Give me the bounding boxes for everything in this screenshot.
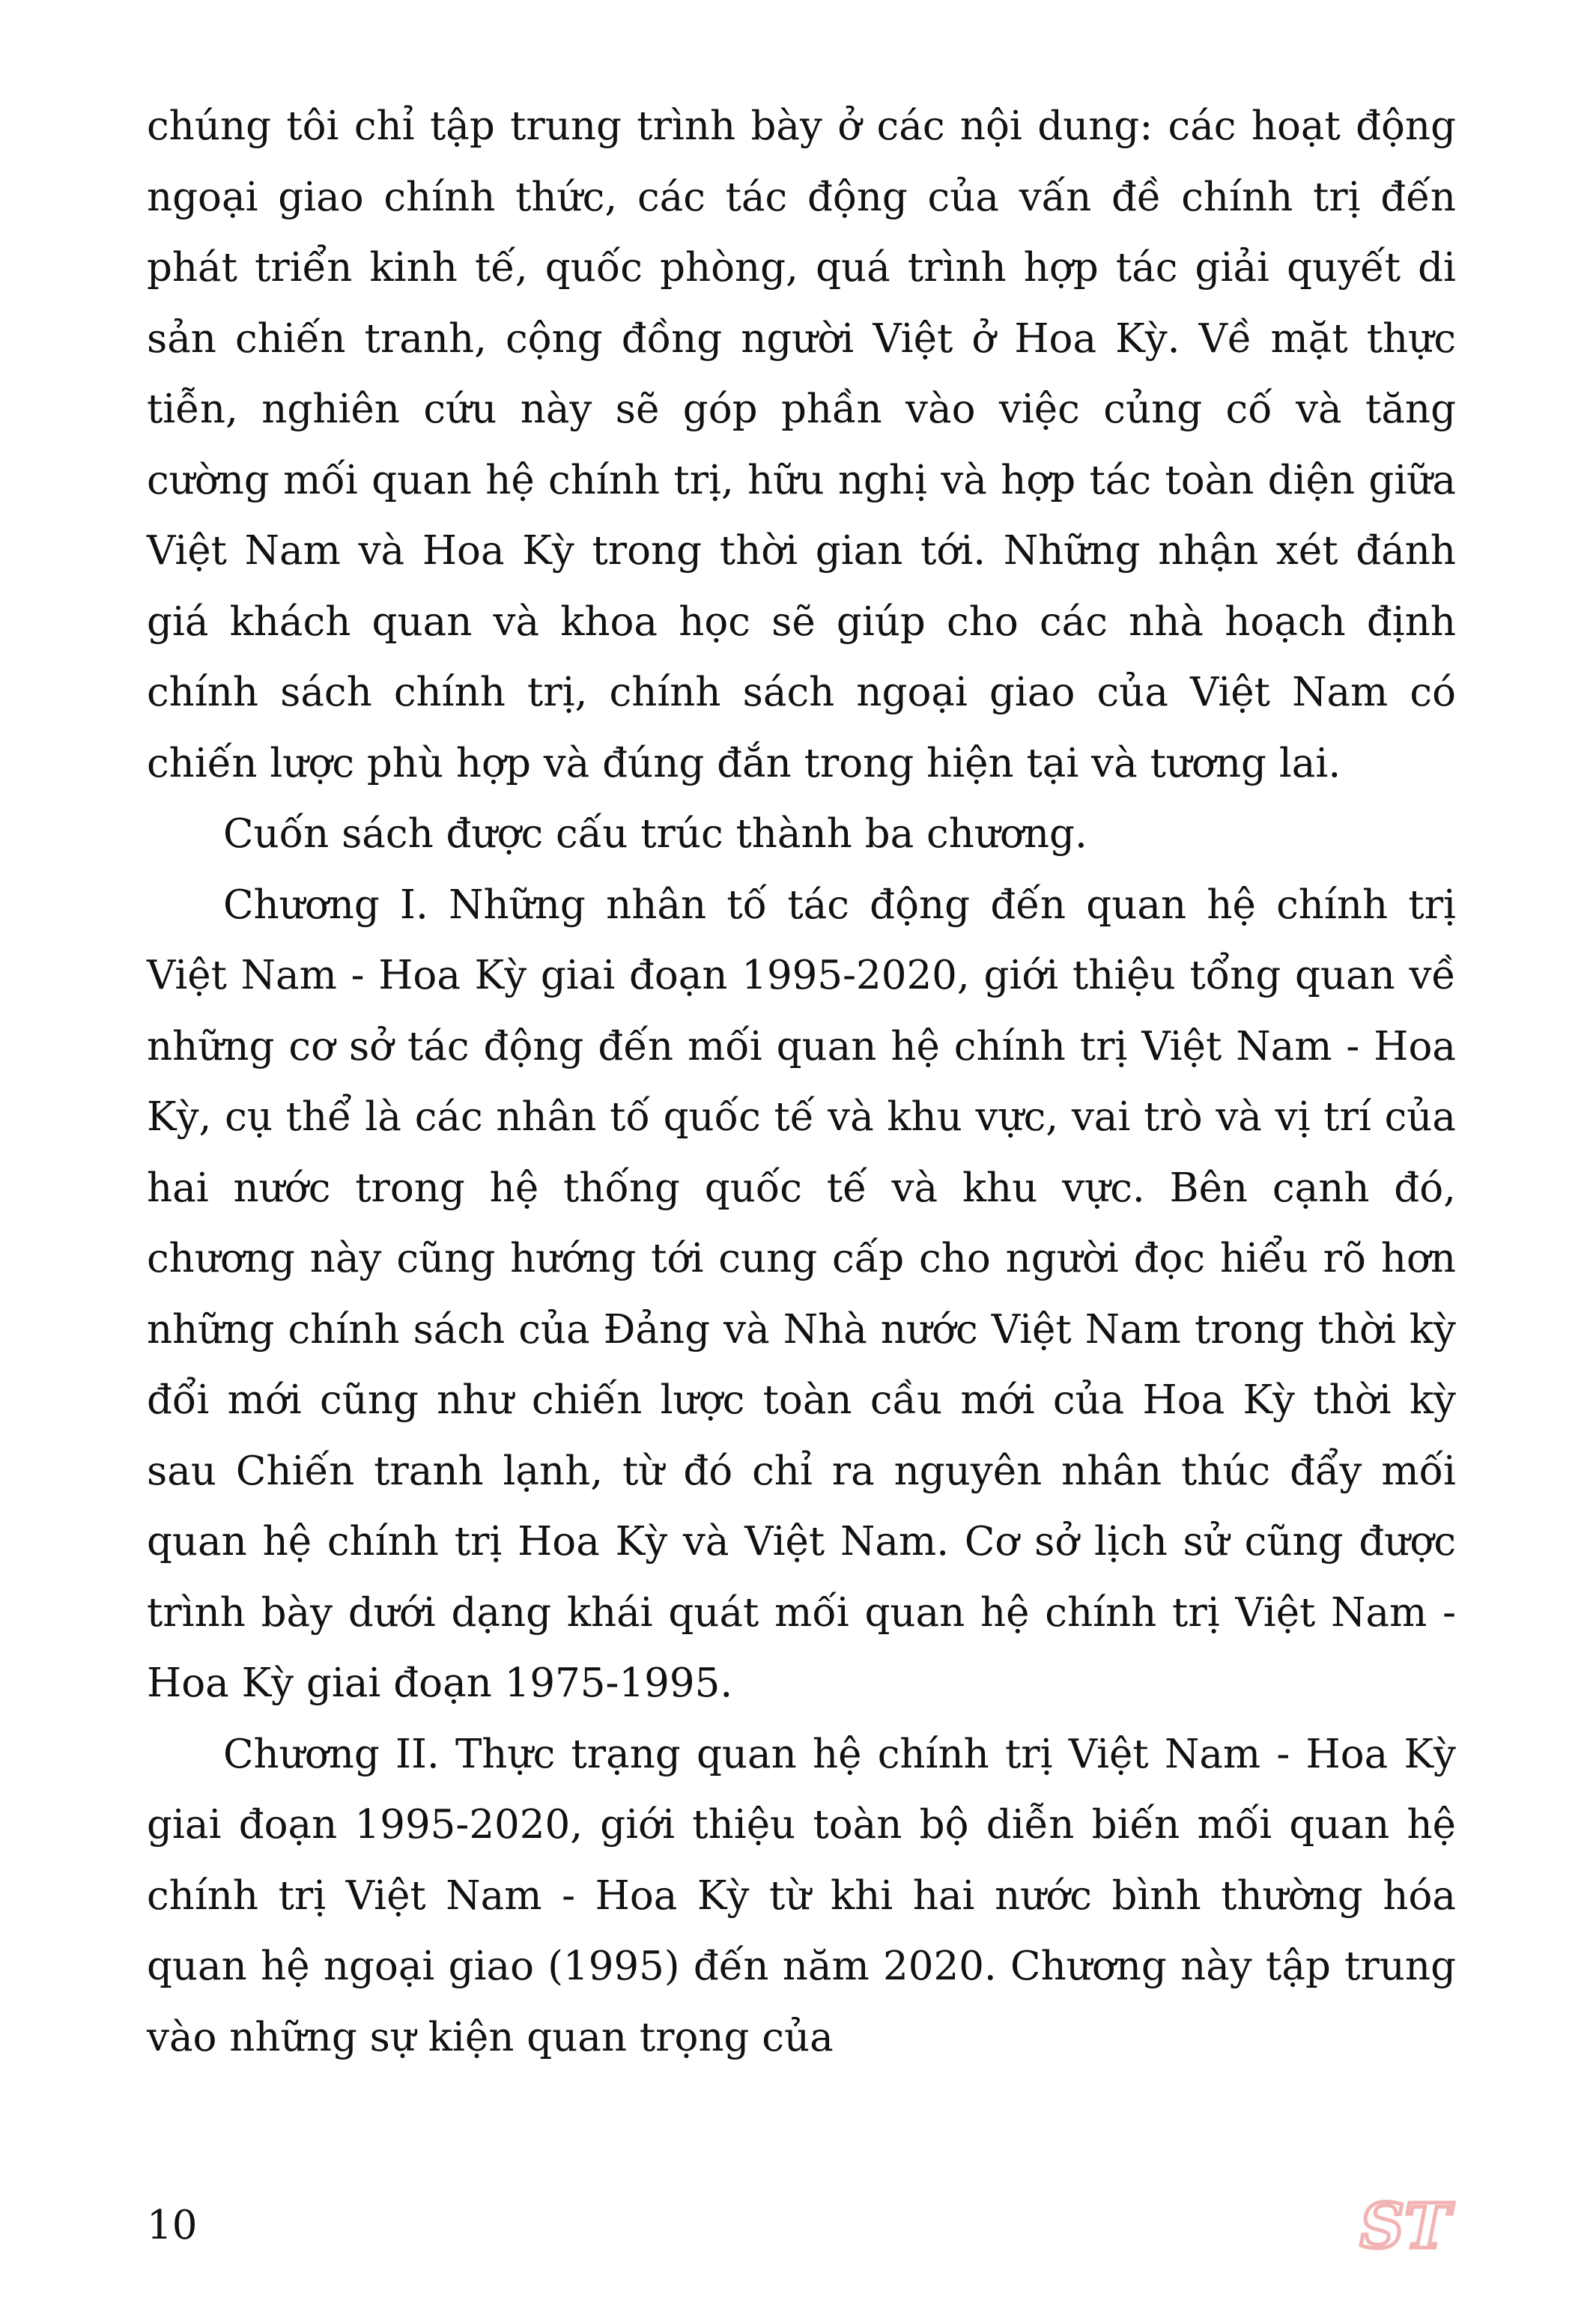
logo-lettering: ST	[1359, 2191, 1451, 2263]
page-number: 10	[147, 2203, 198, 2248]
paragraph-2: Cuốn sách được cấu trúc thành ba chương.	[223, 811, 1087, 857]
paragraph-1: chúng tôi chỉ tập trung trình bày ở các nội dung: các hoạt động ngoại giao chính thức, các tác động của vấn đề chính trị đến phát triển kinh tế, quốc phòng, quá trình hợp tác giải quyết di sản chiến tranh, cộng đồng người Việt ở Hoa Kỳ. Về mặt thực tiễn, nghiên cứu này sẽ góp phần vào việc củng cố và tăng cường mối quan hệ chính trị, hữu nghị và hợp tác toàn diện giữa Việt Nam và Hoa Kỳ trong thời gian tới. Những nhận xét đánh giá khách quan và khoa học sẽ giúp cho các nhà hoạch định chính sách chính trị, chính sách ngoại giao của Việt Nam có chiến lược phù hợp và đúng đắn trong hiện tại và tương lai.	[147, 103, 1456, 786]
body-text	[147, 91, 1456, 2073]
publisher-logo-icon	[1359, 2191, 1451, 2263]
paragraph-4: Chương II. Thực trạng quan hệ chính trị Việt Nam - Hoa Kỳ giai đoạn 1995-2020, giới thiệu toàn bộ diễn biến mối quan hệ chính trị Việt Nam - Hoa Kỳ từ khi hai nước bình thường hóa quan hệ ngoại giao (1995) đến năm 2020. Chương này tập trung vào những sự kiện quan trọng của	[147, 1731, 1456, 2060]
paragraph-3: Chương I. Những nhân tố tác động đến quan hệ chính trị Việt Nam - Hoa Kỳ giai đoạn 1995-2020, giới thiệu tổng quan về những cơ sở tác động đến mối quan hệ chính trị Việt Nam - Hoa Kỳ, cụ thể là các nhân tố quốc tế và khu vực, vai trò và vị trí của hai nước trong hệ thống quốc tế và khu vực. Bên cạnh đó, chương này cũng hướng tới cung cấp cho người đọc hiểu rõ hơn những chính sách của Đảng và Nhà nước Việt Nam trong thời kỳ đổi mới cũng như chiến lược toàn cầu mới của Hoa Kỳ thời kỳ sau Chiến tranh lạnh, từ đó chỉ ra nguyên nhân thúc đẩy mối quan hệ chính trị Hoa Kỳ và Việt Nam. Cơ sở lịch sử cũng được trình bày dưới dạng khái quát mối quan hệ chính trị Việt Nam - Hoa Kỳ giai đoạn 1975-1995.	[147, 882, 1456, 1706]
